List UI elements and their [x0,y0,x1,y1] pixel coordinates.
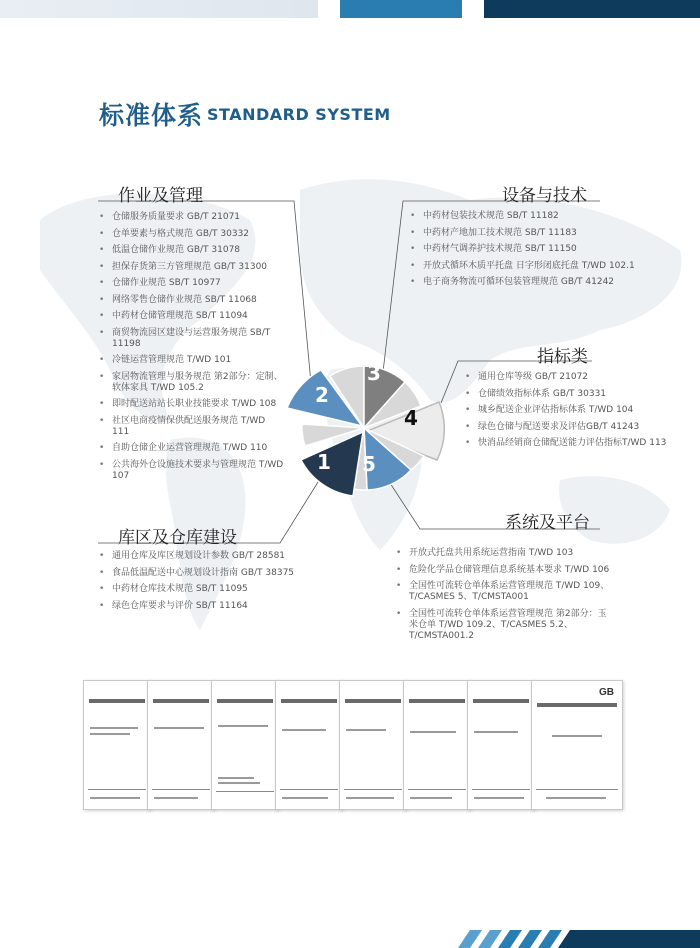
list-operations [99,212,284,487]
pie-label-2: 2 [315,383,329,407]
list-item: • 全国性可流转仓单体系运营管理规范 T/WD 109、T/CASMES 5、T/CMSTA001 [396,581,611,603]
list-warehouse [99,551,329,617]
list-item: • 危险化学品仓储管理信息系统基本要求 T/WD 106 [396,565,611,576]
document-cover [147,680,215,810]
list-item: • 开放式托盘共用系统运营指南 T/WD 103 [396,548,611,559]
page-title-cn: 标准体系 [99,101,204,130]
bottom-stripes-decoration [448,930,700,948]
category-title-operations: 作业及管理 [118,186,203,206]
list-item: • 开放式循环木质平托盘 日字形闭底托盘 T/WD 102.1 [410,261,650,272]
list-item: • 冷链运营管理规范 T/WD 101 [99,355,284,366]
list-item: • 商贸物流园区建设与运营服务规范 SB/T 11198 [99,328,284,350]
list-item: • 仓储作业规范 SB/T 10977 [99,278,284,289]
list-item: • 中药材仓储管理规范 SB/T 11094 [99,311,284,322]
pie-label-5: 5 [362,452,376,476]
category-title-equipment: 设备与技术 [502,186,587,206]
document-cover [467,680,535,810]
list-item: • 通用仓库等级 GB/T 21072 [465,372,690,383]
list-item: • 电子商务物流可循环包装管理规范 GB/T 41242 [410,277,650,288]
standard-document-covers [83,680,623,810]
pie-label-3: 3 [367,361,381,385]
gb-mark: GB [599,687,614,698]
list-indicators [465,372,690,455]
document-cover [403,680,471,810]
page-title-en: STANDARD SYSTEM [207,105,391,124]
list-item: • 低温仓储作业规范 GB/T 31078 [99,245,284,256]
list-item: • 自助仓储企业运营管理规范 T/WD 110 [99,443,284,454]
list-item: • 中药材产地加工技术规范 SB/T 11183 [410,228,650,239]
top-bar-mid [340,0,462,18]
list-equipment [410,211,650,294]
top-bar-dark [484,0,700,18]
list-item: • 家居物流管理与服务规范 第2部分：定制、软体家具 T/WD 105.2 [99,372,284,394]
list-item: • 城乡配送企业评估指标体系 T/WD 104 [465,405,690,416]
list-item: • 担保存货第三方管理规范 GB/T 31300 [99,262,284,273]
list-item: • 仓储服务质量要求 GB/T 21071 [99,212,284,223]
list-systems [396,548,611,647]
pie-label-1: 1 [317,450,331,474]
list-item: • 即时配送站站长职业技能要求 T/WD 108 [99,399,284,410]
list-item: • 网络零售仓储作业规范 SB/T 11068 [99,295,284,306]
category-title-indicators: 指标类 [537,347,588,367]
list-item: • 快消品经销商仓储配送能力评估指标T/WD 113 [465,438,690,449]
list-item: • 公共海外仓设施技术要求与管理规范 T/WD 107 [99,460,284,482]
list-item: • 中药材包装技术规范 SB/T 11182 [410,211,650,222]
list-item: • 全国性可流转仓单体系运营管理规范 第2部分：玉米仓单 T/WD 109.2、T/CASMES 5.2、T/CMSTA001.2 [396,609,611,642]
document-cover [339,680,407,810]
list-item: • 中药材气调养护技术规范 SB/T 11150 [410,244,650,255]
document-cover [275,680,343,810]
document-cover [211,680,279,810]
pie-label-4: 4 [404,406,418,430]
list-item: • 中药材仓库技术规范 SB/T 11095 [99,584,329,595]
list-item: • 社区电商疫情保供配送服务规范 T/WD 111 [99,416,284,438]
category-pie-chart [283,358,445,498]
list-item: • 绿色仓储与配送要求及评估GB/T 41243 [465,422,690,433]
list-item: • 通用仓库及库区规划设计参数 GB/T 28581 [99,551,329,562]
category-title-warehouse: 库区及仓库建设 [118,528,237,548]
document-cover-gb [531,680,623,810]
list-item: • 仓单要素与格式规范 GB/T 30332 [99,229,284,240]
list-item: • 食品低温配送中心规划设计指南 GB/T 38375 [99,568,329,579]
document-cover [83,680,151,810]
list-item: • 绿色仓库要求与评价 SB/T 11164 [99,601,329,612]
top-bar-light [0,0,318,18]
list-item: • 仓储绩效指标体系 GB/T 30331 [465,389,690,400]
category-title-systems: 系统及平台 [505,513,590,533]
